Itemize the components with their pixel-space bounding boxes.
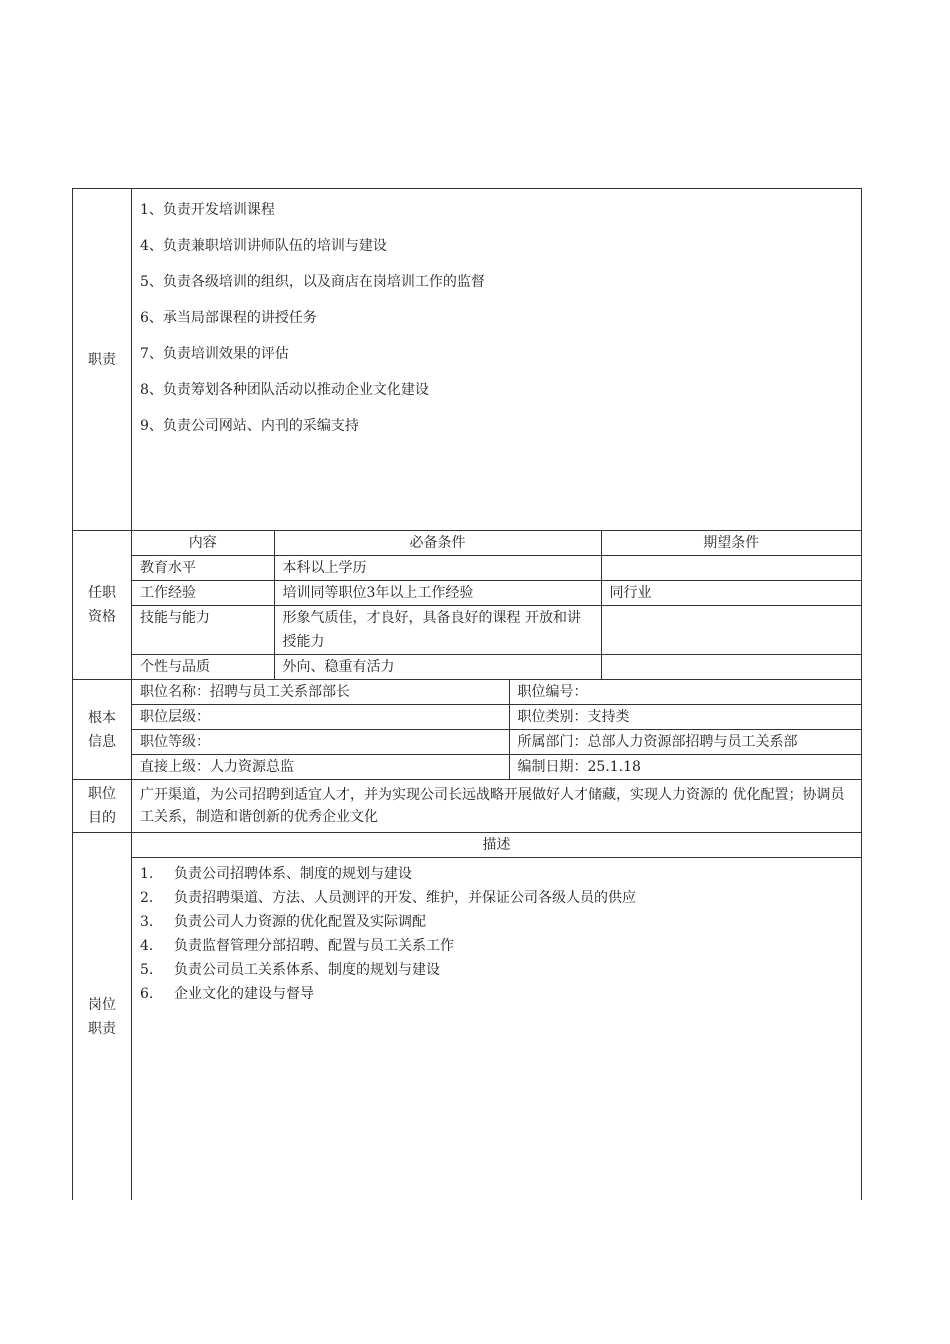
list-item-text: 负责监督管理分部招聘、配置与员工关系工作 (174, 938, 454, 954)
position-category: 职位类别：支持类 (509, 705, 861, 730)
list-item-number: 2. (140, 890, 154, 906)
qual-expected (601, 606, 861, 655)
duty-item: 9、负责公司网站、内刊的采编支持 (140, 418, 359, 434)
list-item-number: 6. (140, 986, 154, 1002)
basic-info-section (73, 680, 862, 780)
qual-item: 工作经验 (132, 581, 274, 606)
list-item-text: 负责公司人力资源的优化配置及实际调配 (174, 914, 426, 930)
qualifications-section (73, 531, 862, 680)
responsibilities-header: 描述 (132, 833, 861, 858)
list-item-number: 1. (140, 866, 154, 882)
qual-header-expected: 期望条件 (601, 531, 861, 556)
responsibilities-cell (132, 833, 862, 1201)
department: 所属部门：总部人力资源部招聘与员工关系部 (509, 730, 861, 755)
duty-item: 5、负责各级培训的组织，以及商店在岗培训工作的监督 (140, 274, 485, 290)
qualifications-label (73, 531, 132, 680)
job-description-table (72, 188, 862, 1200)
purpose-label (73, 780, 132, 833)
duties-list (132, 189, 862, 531)
qual-item: 个性与品质 (132, 655, 274, 680)
duty-item: 6、承当局部课程的讲授任务 (140, 310, 317, 326)
list-item-text: 企业文化的建设与督导 (174, 986, 314, 1002)
qualifications-table-cell (132, 531, 862, 680)
position-grade: 职位等级： (132, 730, 509, 755)
qual-expected (601, 655, 861, 680)
qual-expected: 同行业 (601, 581, 861, 606)
table-row (132, 655, 861, 680)
table-row (132, 705, 861, 730)
list-item (140, 958, 853, 982)
list-item (140, 886, 853, 910)
table-row (132, 556, 861, 581)
table-row (132, 581, 861, 606)
list-item (140, 910, 853, 934)
responsibilities-list (132, 858, 861, 1200)
qual-required: 形象气质佳，才良好，具备良好的课程 开放和讲授能力 (274, 606, 601, 655)
basic-info-label-line2: 信息 (88, 733, 116, 750)
duty-item: 4、负责兼职培训讲师队伍的培训与建设 (140, 238, 387, 254)
basic-info-table-cell (132, 680, 862, 780)
purpose-text: 广开渠道，为公司招聘到适宜人才，并为实现公司长远战略开展做好人才储藏，实现人力资源的 优化配置；协调员工关系，制造和谐创新的优秀企业文化 (132, 780, 862, 833)
list-item-text: 负责公司员工关系体系、制度的规划与建设 (174, 962, 440, 978)
duty-item: 8、负责筹划各种团队活动以推动企业文化建设 (140, 382, 429, 398)
qualifications-header-row (132, 531, 861, 556)
basic-info-label (73, 680, 132, 780)
creation-date: 编制日期：25.1.18 (509, 755, 861, 780)
qual-required: 培训同等职位3年以上工作经验 (274, 581, 601, 606)
direct-supervisor: 直接上级：人力资源总监 (132, 755, 509, 780)
responsibilities-label (73, 833, 132, 1201)
purpose-label-line1: 职位 (88, 786, 116, 802)
list-item-text: 负责公司招聘体系、制度的规划与建设 (174, 866, 412, 882)
list-item-text: 负责招聘渠道、方法、人员测评的开发、维护，并保证公司各级人员的供应 (174, 890, 636, 906)
qual-required: 外向、稳重有活力 (274, 655, 601, 680)
purpose-section (73, 780, 862, 833)
table-row (132, 755, 861, 780)
basic-info-table (132, 680, 861, 779)
qual-item: 技能与能力 (132, 606, 274, 655)
table-row (132, 606, 861, 655)
qual-required: 本科以上学历 (274, 556, 601, 581)
qual-expected (601, 556, 861, 581)
table-row (132, 680, 861, 705)
position-code: 职位编号： (509, 680, 861, 705)
duty-item: 1、负责开发培训课程 (140, 202, 275, 218)
responsibilities-section (73, 833, 862, 1201)
basic-info-label-line1: 根本 (88, 709, 116, 726)
list-item-number: 3. (140, 914, 154, 930)
table-row (132, 730, 861, 755)
qualifications-table (132, 531, 861, 679)
qualifications-label-line2: 资格 (88, 609, 116, 625)
job-description-document (72, 188, 862, 1200)
qual-item: 教育水平 (132, 556, 274, 581)
list-item (140, 862, 853, 886)
duty-item: 7、负责培训效果的评估 (140, 346, 289, 362)
list-item (140, 982, 853, 1006)
list-item (140, 934, 853, 958)
duties-section (73, 189, 862, 531)
position-name: 职位名称：招聘与员工关系部部长 (132, 680, 509, 705)
duties-label (73, 189, 132, 531)
qual-header-content: 内容 (132, 531, 274, 556)
qual-header-required: 必备条件 (274, 531, 601, 556)
qualifications-label-line1: 任职 (88, 585, 116, 601)
responsibilities-label-line2: 职责 (88, 1020, 116, 1037)
responsibilities-label-line1: 岗位 (88, 996, 116, 1013)
duties-label-text: 职责 (88, 351, 116, 368)
list-item-number: 4. (140, 938, 154, 954)
list-item-number: 5. (140, 962, 154, 978)
purpose-label-line2: 目的 (88, 810, 116, 826)
position-level: 职位层级： (132, 705, 509, 730)
